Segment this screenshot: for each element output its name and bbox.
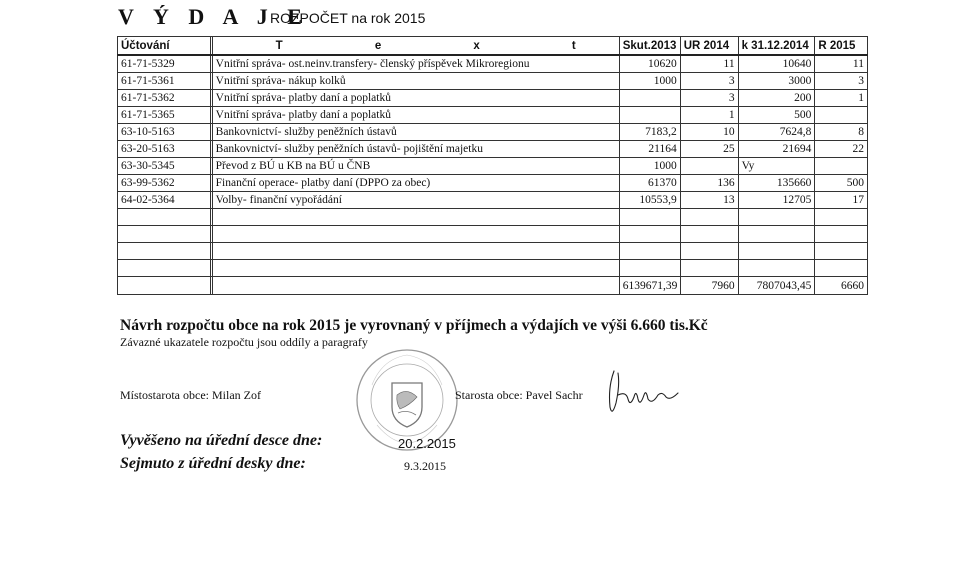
- mayor-signature-line: Starosta obce: Pavel Sachr: [455, 388, 583, 402]
- row-ur: 136: [680, 175, 738, 192]
- table-header-row: [118, 37, 868, 56]
- empty-row: [118, 226, 868, 243]
- binding-indicators-note: Závazné ukazatele rozpočtu jsou oddíly a paragrafy: [120, 335, 368, 349]
- row-r: 1: [815, 90, 868, 107]
- column-header-k: k 31.12.2014: [738, 37, 815, 56]
- row-account: 63-10-5163: [118, 124, 211, 141]
- row-ur: 25: [680, 141, 738, 158]
- deputy-mayor-signature-line: Místostarota obce: Milan Zof: [120, 388, 261, 402]
- row-r: 22: [815, 141, 868, 158]
- row-k: 7624,8: [738, 124, 815, 141]
- row-k: 21694: [738, 141, 815, 158]
- row-account: 61-71-5362: [118, 90, 211, 107]
- total-r: 6660: [815, 277, 868, 295]
- column-header-skut: Skut.2013: [619, 37, 680, 56]
- table-row: [118, 73, 868, 90]
- row-text: Bankovnictví- služby peněžních ústavů- pojištění majetku: [212, 141, 619, 158]
- budget-summary: Návrh rozpočtu obce na rok 2015 je vyrovnaný v příjmech a výdajích ve výši 6.660 tis.Kč: [120, 317, 708, 334]
- budget-title: ROZPOČET na rok 2015: [270, 10, 426, 26]
- empty-row: [118, 243, 868, 260]
- row-skut: [619, 107, 680, 124]
- row-text: Vnitřní správa- platby daní a poplatků: [212, 107, 619, 124]
- row-skut: 61370: [619, 175, 680, 192]
- row-ur: 10: [680, 124, 738, 141]
- row-k: 3000: [738, 73, 815, 90]
- row-r: 8: [815, 124, 868, 141]
- row-r: [815, 107, 868, 124]
- total-k: 7807043,45: [738, 277, 815, 295]
- row-skut: 7183,2: [619, 124, 680, 141]
- row-text: Vnitřní správa- platby daní a poplatků: [212, 90, 619, 107]
- row-k: 10640: [738, 55, 815, 73]
- row-skut: 21164: [619, 141, 680, 158]
- row-ur: [680, 158, 738, 175]
- row-text: Finanční operace- platby daní (DPPO za obec): [212, 175, 619, 192]
- table-row: [118, 90, 868, 107]
- row-ur: 11: [680, 55, 738, 73]
- column-header-account: Účtování: [118, 37, 211, 56]
- column-header-text: [212, 37, 619, 56]
- empty-row: [118, 260, 868, 277]
- mayor-signature: [600, 365, 680, 420]
- empty-row: [118, 209, 868, 226]
- row-k: 200: [738, 90, 815, 107]
- table-row: [118, 192, 868, 209]
- row-r: 3: [815, 73, 868, 90]
- row-k: Vy: [738, 158, 815, 175]
- row-k: 12705: [738, 192, 815, 209]
- row-r: 11: [815, 55, 868, 73]
- row-account: 64-02-5364: [118, 192, 211, 209]
- row-skut: 1000: [619, 73, 680, 90]
- table-row: [118, 55, 868, 73]
- row-account: 63-30-5345: [118, 158, 211, 175]
- text-header-letter: x: [473, 39, 480, 52]
- posted-on-board-label: Vyvěšeno na úřední desce dne:: [120, 432, 323, 449]
- removed-from-board-label: Sejmuto z úřední desky dne:: [120, 455, 306, 472]
- table-row: [118, 158, 868, 175]
- row-skut: 1000: [619, 158, 680, 175]
- row-text: Vnitřní správa- ost.neinv.transfery- členský příspěvek Mikroregionu: [212, 55, 619, 73]
- row-text: Převod z BÚ u KB na BÚ u ČNB: [212, 158, 619, 175]
- column-header-ur: UR 2014: [680, 37, 738, 56]
- posted-date: 20.2.2015: [398, 436, 456, 451]
- removed-date: 9.3.2015: [404, 459, 446, 473]
- row-ur: 3: [680, 73, 738, 90]
- row-text: Bankovnictví- služby peněžních ústavů: [212, 124, 619, 141]
- row-r: 500: [815, 175, 868, 192]
- row-text: Volby- finanční vypořádání: [212, 192, 619, 209]
- text-header-letter: t: [571, 39, 576, 52]
- table-row: [118, 141, 868, 158]
- document-title: V Ý D A J E: [118, 4, 309, 29]
- row-ur: 3: [680, 90, 738, 107]
- row-skut: [619, 90, 680, 107]
- row-skut: 10620: [619, 55, 680, 73]
- row-account: 61-71-5365: [118, 107, 211, 124]
- table-row: [118, 124, 868, 141]
- table-row: [118, 175, 868, 192]
- row-account: 63-99-5362: [118, 175, 211, 192]
- text-header-letter: e: [374, 39, 382, 52]
- row-k: 135660: [738, 175, 815, 192]
- budget-table: [117, 36, 868, 295]
- row-r: [815, 158, 868, 175]
- text-header-letter: T: [275, 39, 283, 52]
- totals-row: [118, 277, 868, 295]
- row-text: Vnitřní správa- nákup kolků: [212, 73, 619, 90]
- total-skut: 6139671,39: [619, 277, 680, 295]
- row-r: 17: [815, 192, 868, 209]
- row-k: 500: [738, 107, 815, 124]
- column-header-r: R 2015: [815, 37, 868, 56]
- row-skut: 10553,9: [619, 192, 680, 209]
- row-ur: 13: [680, 192, 738, 209]
- row-ur: 1: [680, 107, 738, 124]
- row-account: 61-71-5361: [118, 73, 211, 90]
- table-row: [118, 107, 868, 124]
- row-account: 61-71-5329: [118, 55, 211, 73]
- row-account: 63-20-5163: [118, 141, 211, 158]
- total-ur: 7960: [680, 277, 738, 295]
